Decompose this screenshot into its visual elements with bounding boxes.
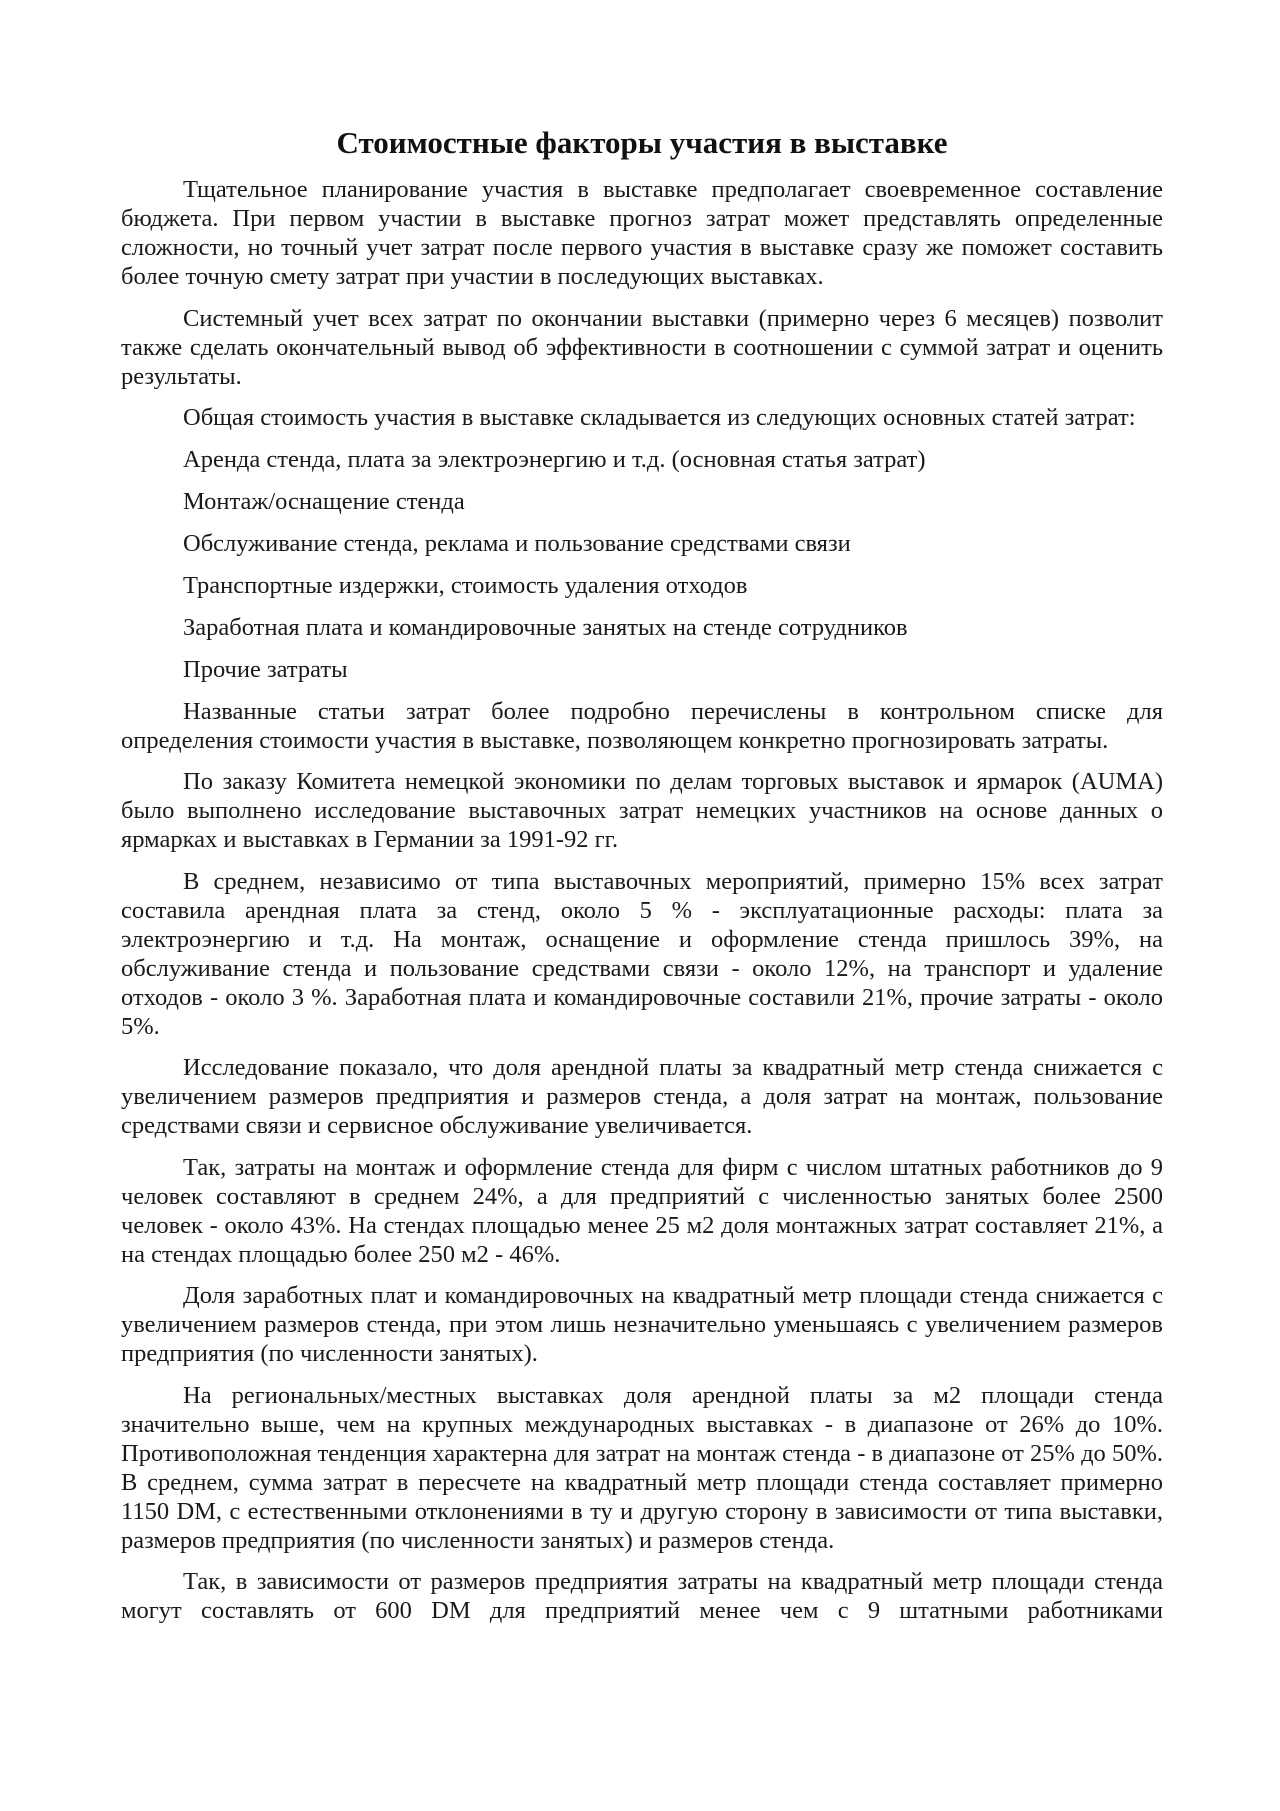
paragraph: Так, затраты на монтаж и оформление стенда для фирм с числом штатных работников до 9 человек составляют в среднем 24%, а для предприятий с численностью занятых более 2500 человек - около 43%. На стендах площадью менее 25 м2 доля монтажных затрат составляет 21%, а на стендах площадью более 250 м2 - 46%. (121, 1153, 1163, 1268)
paragraph: Системный учет всех затрат по окончании выставки (примерно через 6 месяцев) позволит также сделать окончательный вывод об эффективности в соотношении с суммой затрат и оценить результаты. (121, 304, 1163, 390)
paragraph: Так, в зависимости от размеров предприятия затраты на квадратный метр площади стенда могут составлять от 600 DM для предприятий менее чем с 9 штатными работниками (121, 1568, 1163, 1624)
paragraph: На региональных/местных выставках доля арендной платы за м2 площади стенда значительно выше, чем на крупных международных выставках - в диапазоне от 26% до 10%. Противоположная тенденция характерна для затрат на монтаж стенда - в диапазоне от 25% до 50%. В среднем, сумма затрат в пересчете на квадратный метр площади стенда составляет примерно 1150 DM, с естественными отклонениями в ту и другую сторону в зависимости от типа выставки, размеров предприятия (по численности занятых) и размеров стенда. (121, 1381, 1163, 1554)
paragraph: Доля заработных плат и командировочных на квадратный метр площади стенда снижается с увеличением размеров стенда, при этом лишь незначительно уменьшаясь с увеличением размеров предприятия (по численности занятых). (121, 1282, 1163, 1367)
cost-item: Монтаж/оснащение стенда (183, 487, 465, 515)
cost-item: Аренда стенда, плата за электроэнергию и т.д. (основная статья затрат) (183, 445, 926, 473)
paragraph: Названные статьи затрат более подробно перечислены в контрольном списке для определения стоимости участия в выставке, позволяющем конкретно прогнозировать затраты. (121, 697, 1163, 754)
cost-item: Транспортные издержки, стоимость удаления отходов (183, 571, 748, 599)
document-title: Стоимостные факторы участия в выставке (336, 125, 948, 160)
paragraph: Исследование показало, что доля арендной платы за квадратный метр стенда снижается с увеличением размеров предприятия и размеров стенда, а доля затрат на монтаж, пользование средствами связи и сервисное обслуживание увеличивается. (121, 1054, 1163, 1139)
cost-item: Заработная плата и командировочные занятых на стенде сотрудников (183, 613, 908, 641)
cost-item: Обслуживание стенда, реклама и пользование средствами связи (183, 529, 851, 557)
paragraph: В среднем, независимо от типа выставочных мероприятий, примерно 15% всех затрат составила арендная плата за стенд, около 5 % - эксплуатационные расходы: плата за электроэнергию и т.д. На монтаж, оснащение и оформление стенда пришлось 39%, на обслуживание стенда и пользование средствами связи - около 12%, на транспорт и удаление отходов - около 3 %. Заработная плата и командировочные составили 21%, прочие затраты - около 5%. (121, 867, 1163, 1040)
paragraph: Тщательное планирование участия в выставке предполагает своевременное составление бюджета. При первом участии в выставке прогноз затрат может представлять определенные сложности, но точный учет затрат после первого участия в выставке сразу же поможет составить более точную смету затрат при участии в последующих выставках. (121, 176, 1163, 290)
document-page (121, 123, 1163, 1638)
paragraph: Общая стоимость участия в выставке складывается из следующих основных статей затрат: (183, 404, 1136, 431)
paragraph: По заказу Комитета немецкой экономики по делам торговых выставок и ярмарок (AUMA) было выполнено исследование выставочных затрат немецких участников на основе данных о ярмарках и выставках в Германии за 1991-92 гг. (121, 768, 1163, 853)
cost-item: Прочие затраты (183, 655, 348, 683)
